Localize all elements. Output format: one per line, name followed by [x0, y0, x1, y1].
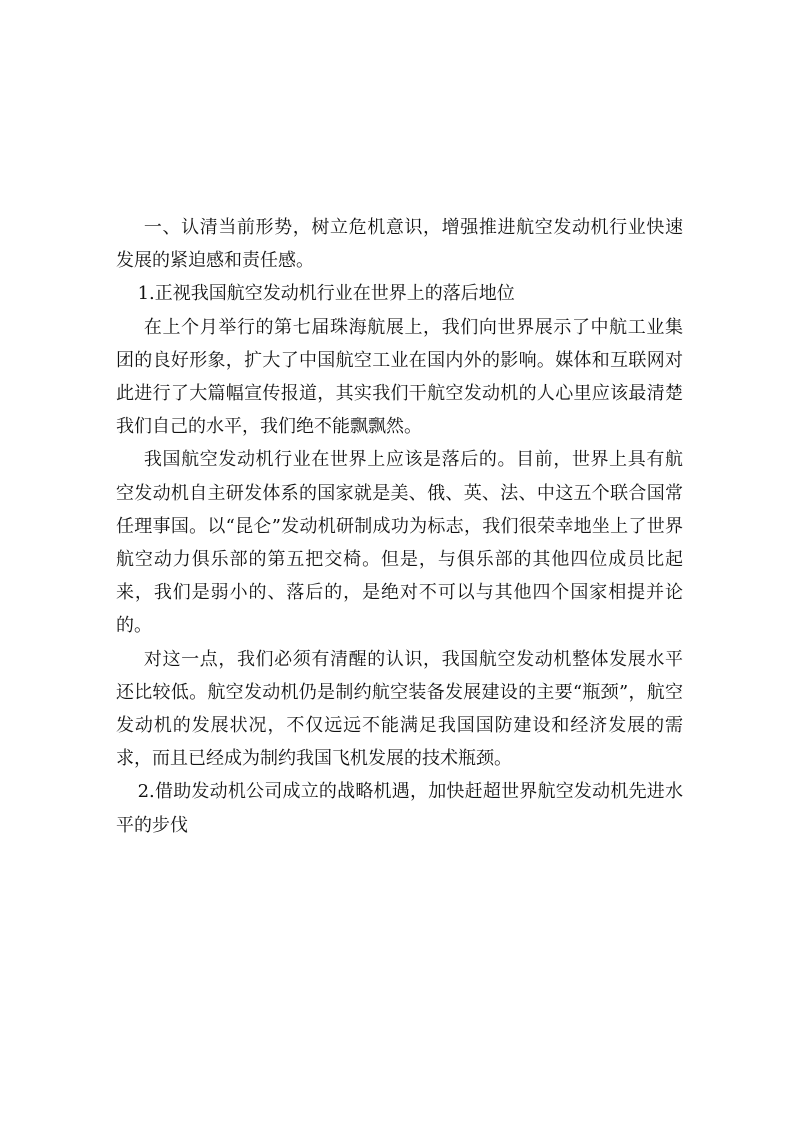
- body-paragraph: 对这一点，我们必须有清醒的认识，我国航空发动机整体发展水平还比较低。航空发动机仍是制约航空装备发展建设的主要“瓶颈”，航空发动机的发展状况，不仅远远不能满足我国国防建设和经济发展的需求，而且已经成为制约我国飞机发展的技术瓶颈。: [116, 648, 683, 770]
- section-heading: 一、认清当前形势，树立危机意识，增强推进航空发动机行业快速发展的紧迫感和责任感。: [116, 217, 683, 272]
- body-paragraph: 在上个月举行的第七届珠海航展上，我们向世界展示了中航工业集团的良好形象，扩大了中国航空工业在国内外的影响。媒体和互联网对此进行了大篇幅宣传报道，其实我们干航空发动机的人心里应该最清楚我们自己的水平，我们绝不能飘飘然。: [116, 316, 683, 438]
- subsection-heading: 1.正视我国航空发动机行业在世界上的落后地位: [137, 283, 515, 305]
- body-paragraph: 我国航空发动机行业在世界上应该是落后的。目前，世界上具有航空发动机自主研发体系的国家就是美、俄、英、法、中这五个联合国常任理事国。以“昆仑”发动机研制成功为标志，我们很荣幸地坐上了世界航空动力俱乐部的第五把交椅。但是，与俱乐部的其他四位成员比起来，我们是弱小的、落后的，是绝对不可以与其他四个国家相提并论的。: [116, 449, 683, 637]
- document-body: [116, 211, 683, 842]
- subsection-heading: 2.借助发动机公司成立的战略机遇，加快赶超世界航空发动机先进水平的步伐: [116, 781, 683, 836]
